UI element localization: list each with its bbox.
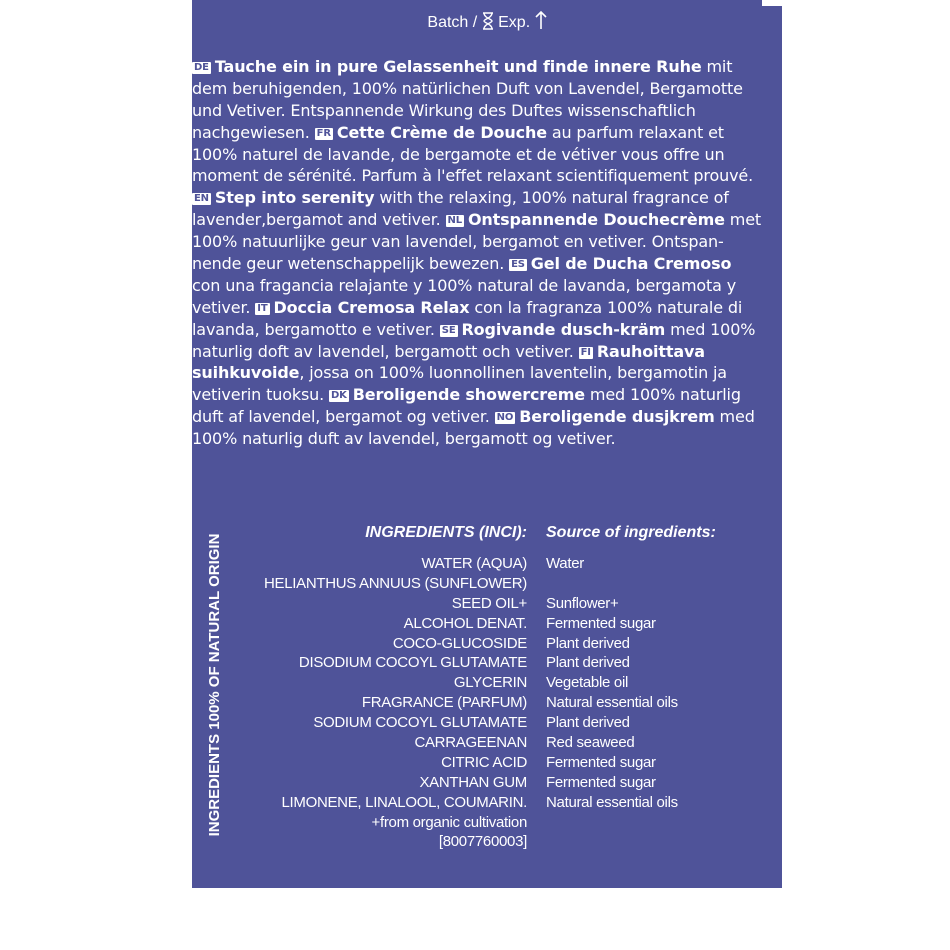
- ingredient-source: [546, 813, 678, 833]
- language-badge: NL: [447, 215, 462, 227]
- description-bold-text: Ontspannende Douchecrème: [467, 210, 725, 230]
- description-text: , jossa on 100% luonnollinen laventelin, bergamotin ja: [299, 363, 727, 383]
- ingredient-source: Plant derived: [546, 654, 630, 672]
- description-line: [192, 297, 787, 319]
- description-line: [192, 253, 787, 275]
- natural-origin-vertical-label: INGREDIENTS 100% OF NATURAL ORIGIN: [206, 533, 223, 837]
- description-text: nende geur wetenschappelijk bewezen.: [192, 254, 510, 274]
- ingredient-source: [546, 832, 678, 852]
- ingredient-name: LIMONENE, LINALOOL, COUMARIN.: [281, 793, 527, 811]
- description-line: [192, 144, 787, 166]
- description-text: med 100% naturlig: [584, 385, 741, 405]
- description-bold-text: suihkuvoide: [192, 363, 300, 383]
- description-text: vetiver.: [192, 297, 256, 317]
- ingredient-source: Natural essential oils: [546, 694, 678, 712]
- description-line: [192, 100, 787, 122]
- footer-line: Ingrédients 100% d'origine naturelle, eau incl. - Weleda logo: [196, 924, 556, 939]
- description-line: [192, 231, 787, 253]
- ingredient-name: ALCOHOL DENAT.: [403, 614, 527, 632]
- description-text: 100% naturel de lavande, de bergamote et de vétiver vous offre un: [192, 144, 725, 164]
- footer-note: [196, 902, 608, 942]
- ingredient-source: Natural essential oils: [546, 793, 678, 811]
- ingredient-source: Plant derived: [546, 714, 630, 732]
- sources-list: [546, 554, 678, 852]
- description-text: dem beruhigenden, 100% natürlichen Duft von Lavendel, Bergamotte: [192, 78, 743, 98]
- description-text: duft af lavendel, bergamot og vetiver.: [192, 407, 495, 427]
- description-line: [192, 209, 787, 231]
- description-bold-text: Beroligende showercreme: [352, 385, 585, 405]
- language-badge: NO: [496, 412, 514, 424]
- description-bold-text: Tauche ein in pure Gelassenheit und finde innere Ruhe: [214, 57, 702, 76]
- batch-expiry-line: [192, 10, 782, 38]
- description-text: con una fragancia relajante y 100% natural de lavanda, bergamota y: [192, 275, 737, 295]
- description-text: 100% natuurlijke geur van lavendel, bergamot en vetiver. Ontspan-: [192, 232, 724, 252]
- language-badge: EN: [194, 193, 209, 205]
- description-bold-text: Gel de Ducha Cremoso: [530, 254, 732, 274]
- description-bold-text: Rauhoittava: [596, 341, 705, 361]
- language-badge: DE: [194, 62, 209, 73]
- description-text: with the relaxing, 100% natural fragrance of: [374, 188, 729, 208]
- description-line: [192, 362, 787, 384]
- arrow-up-icon: [535, 10, 547, 38]
- ingredient-name: DISODIUM COCOYL GLUTAMATE: [298, 654, 527, 672]
- ingredient-source: Sunflower+: [546, 594, 619, 612]
- ingredient-name: CARRAGEENAN: [414, 734, 527, 752]
- description-line: [192, 122, 787, 144]
- description-text: mit: [701, 57, 733, 76]
- ingredient-source: [546, 574, 678, 594]
- description-text: vetiverin tuoksu.: [192, 385, 330, 405]
- ingredient-name: +from organic cultivation: [371, 813, 527, 831]
- ingredient-source: Vegetable oil: [546, 674, 629, 692]
- language-badge: ES: [511, 259, 525, 271]
- ingredients-list: [264, 554, 527, 852]
- footer-line: *Incl. water | Inhaltsstoffe 100% natürlichen Ursprungs, inkl. Wasser |: [196, 904, 609, 919]
- ingredient-source: Fermented sugar: [546, 773, 656, 791]
- description-line: [192, 428, 787, 450]
- ingredient-source: Water: [546, 555, 584, 572]
- ingredients-header: INGREDIENTS (INCI):: [365, 524, 527, 541]
- ingredient-name: GLYCERIN: [453, 674, 527, 692]
- description-text: lavender,bergamot and vetiver.: [192, 210, 446, 230]
- batch-label: Batch /: [427, 14, 478, 31]
- description-bold-text: Doccia Cremosa Relax: [273, 297, 470, 317]
- description-line: [192, 187, 787, 209]
- language-badge: SE: [441, 324, 456, 336]
- description-text: med 100%: [665, 319, 756, 339]
- description-text: und Vetiver. Entspannende Wirkung des Duftes wissenschaftlich: [192, 100, 696, 120]
- sources-header: Source of ingredients:: [546, 524, 716, 541]
- description-text: 100% naturlig duft av lavendel, bergamott og vetiver.: [192, 429, 616, 449]
- ingredient-name: WATER (AQUA): [421, 555, 527, 572]
- ingredient-name: COCO-GLUCOSIDE: [392, 634, 527, 652]
- description-text: naturlig doft av lavendel, bergamott och vetiver.: [192, 341, 579, 361]
- ingredient-name: SODIUM COCOYL GLUTAMATE: [313, 714, 527, 732]
- description-bold-text: Step into serenity: [214, 188, 375, 208]
- ingredient-name: [8007760003]: [438, 833, 527, 851]
- description-bold-text: Cette Crème de Douche: [336, 122, 547, 142]
- ingredient-source: Plant derived: [546, 634, 630, 652]
- ingredient-name: XANTHAN GUM: [419, 773, 527, 791]
- description-text: lavanda, bergamotto e vetiver.: [192, 319, 440, 339]
- description-text: moment de sérénité. Parfum à l'effet relaxant scientifiquement prouvé.: [192, 166, 754, 186]
- ingredient-source: Fermented sugar: [546, 614, 656, 632]
- language-badge: IT: [257, 302, 268, 314]
- description-text: con la fragranza 100% naturale di: [469, 297, 743, 317]
- label-notch: [762, 0, 782, 6]
- description-text: med: [714, 407, 755, 427]
- language-badge: FI: [580, 346, 591, 358]
- language-badge: DK: [331, 390, 347, 402]
- ingredient-name: FRAGRANCE (PARFUM): [361, 694, 527, 712]
- expiry-label: Exp.: [498, 14, 531, 31]
- ingredient-source: Red seaweed: [546, 734, 635, 752]
- ingredient-name: HELIANTHUS ANNUUS (SUNFLOWER): [264, 574, 527, 592]
- description-line: [192, 384, 787, 406]
- description-bold-text: Beroligende dusjkrem: [519, 407, 715, 427]
- ingredient-name: SEED OIL+: [451, 594, 527, 612]
- description-text: au parfum relaxant et: [546, 122, 724, 142]
- multilingual-description: [192, 56, 787, 450]
- description-bold-text: Rogivande dusch-kräm: [461, 319, 666, 339]
- description-line: [192, 406, 787, 428]
- ingredient-source: Fermented sugar: [546, 753, 656, 771]
- description-text: met: [724, 210, 762, 230]
- language-badge: FR: [316, 127, 331, 139]
- description-line: [192, 78, 787, 100]
- description-line: [192, 341, 787, 363]
- description-line: [192, 319, 787, 341]
- description-line: [192, 56, 787, 78]
- description-line: [192, 165, 787, 187]
- hourglass-icon: [482, 12, 494, 38]
- description-text: nachgewiesen.: [192, 122, 315, 142]
- ingredient-name: CITRIC ACID: [441, 753, 527, 771]
- product-label-panel: [192, 0, 782, 939]
- description-line: [192, 275, 787, 297]
